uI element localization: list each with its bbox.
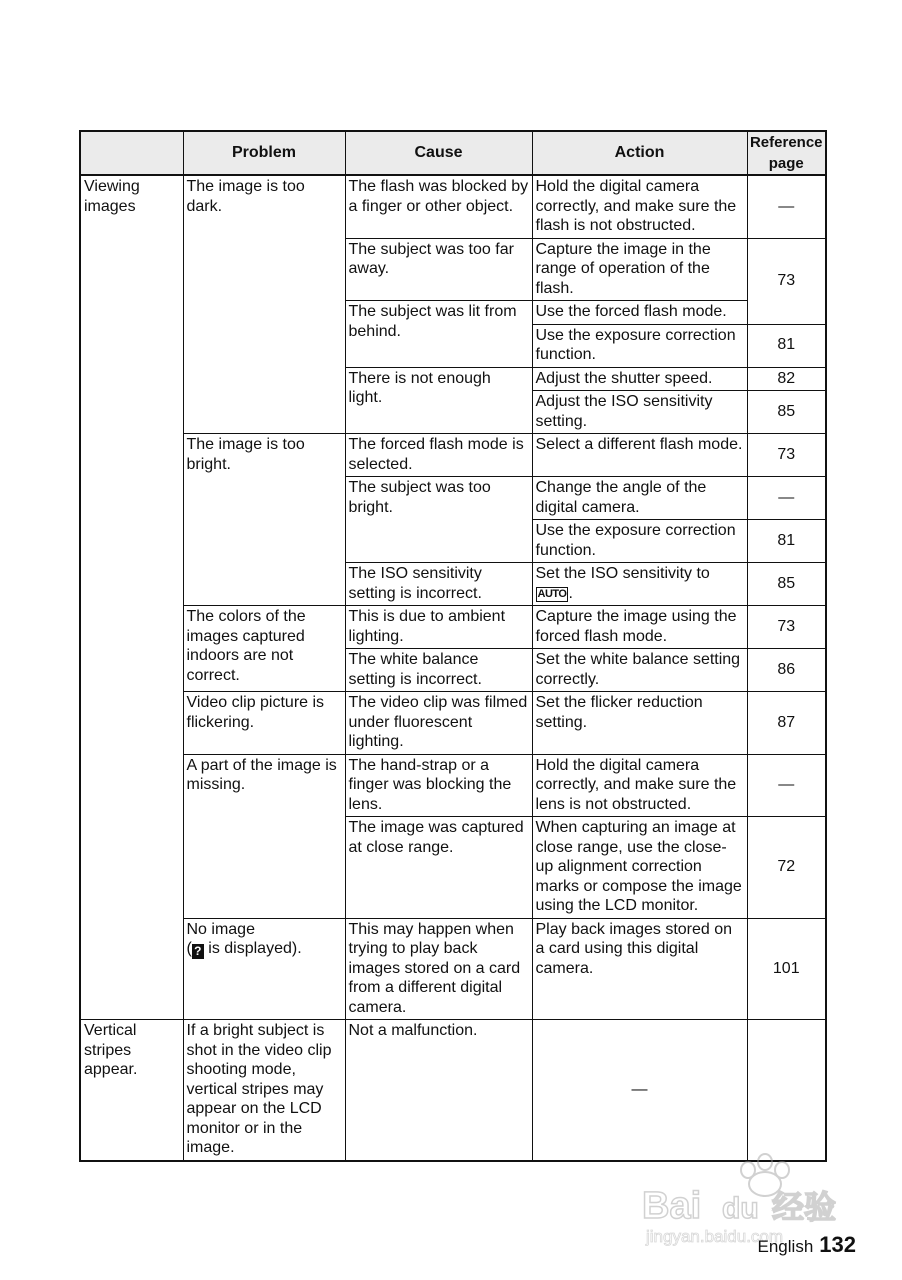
cause-cell: The subject was lit from behind. — [345, 301, 532, 368]
reference-cell: 72 — [747, 817, 826, 919]
problem-cell: The image is too bright. — [183, 434, 345, 606]
table-row — [80, 1020, 826, 1161]
reference-cell: 81 — [747, 520, 826, 563]
footer-page-number: 132 — [819, 1232, 856, 1257]
action-text-suffix: . — [568, 584, 573, 602]
action-cell: Adjust the shutter speed. — [532, 367, 747, 391]
action-cell: Set the flicker reduction setting. — [532, 692, 747, 755]
category-line2: images — [84, 197, 136, 215]
problem-cell — [183, 918, 345, 1020]
watermark-text-du: du — [722, 1192, 759, 1225]
category-line1: Viewing — [84, 178, 140, 195]
reference-cell: — — [747, 754, 826, 817]
problem-cell: The image is too dark. — [183, 175, 345, 434]
cause-cell: The ISO sensitivity setting is incorrect. — [345, 563, 532, 606]
watermark-url: jingyan.baidu.com — [646, 1227, 784, 1246]
action-cell: Use the exposure correction function. — [532, 520, 747, 563]
table-row — [80, 606, 826, 649]
reference-cell: 81 — [747, 324, 826, 367]
reference-cell: 73 — [747, 606, 826, 649]
watermark-text-bai: Bai — [642, 1185, 702, 1227]
page-footer — [758, 1232, 856, 1258]
action-cell: Select a different flash mode. — [532, 434, 747, 477]
reference-cell: 82 — [747, 367, 826, 391]
reference-cell: — — [747, 477, 826, 520]
header-reference-line1: Reference — [749, 134, 823, 151]
action-cell — [532, 563, 747, 606]
table-row — [80, 434, 826, 477]
cause-cell: The video clip was filmed under fluorescent lighting. — [345, 692, 532, 755]
troubleshooting-table — [79, 130, 827, 1162]
auto-icon: AUTO — [537, 587, 567, 600]
header-reference-page — [747, 131, 826, 175]
action-text: Set the ISO sensitivity to — [535, 565, 710, 582]
reference-cell: 101 — [747, 918, 826, 1020]
cause-cell: The forced flash mode is selected. — [345, 434, 532, 477]
action-cell: Play back images stored on a card using this digital camera. — [532, 918, 747, 1020]
footer-language: English — [757, 1237, 814, 1256]
action-cell: Capture the image in the range of operation of the flash. — [532, 238, 747, 301]
watermark-text-jingyan: 经验 — [772, 1188, 837, 1226]
category-cell — [80, 175, 183, 1020]
header-reference-line2: page — [768, 155, 804, 172]
reference-cell: 73 — [747, 434, 826, 477]
reference-cell: — — [747, 175, 826, 238]
problem-cell: A part of the image is missing. — [183, 754, 345, 918]
action-cell: Use the exposure correction function. — [532, 324, 747, 367]
action-cell: Not a malfunction. — [345, 1020, 532, 1161]
action-cell: Adjust the ISO sensitivity setting. — [532, 391, 747, 434]
cause-cell: The white balance setting is incorrect. — [345, 649, 532, 692]
problem-cell: Vertical stripes appear. — [80, 1020, 183, 1161]
problem-cell: Video clip picture is flickering. — [183, 692, 345, 755]
cause-cell: If a bright subject is shot in the video clip shooting mode, vertical stripes may appear on the LCD monitor or in the image. — [183, 1020, 345, 1161]
table-header-row — [80, 131, 826, 175]
cause-cell: This is due to ambient lighting. — [345, 606, 532, 649]
problem-text-open: ( — [186, 940, 192, 957]
reference-cell: 87 — [747, 692, 826, 755]
table-row — [80, 918, 826, 1020]
header-problem: Problem — [183, 131, 345, 175]
action-cell: When capturing an image at close range, use the close-up alignment correction marks or compose the image using the LCD monitor. — [532, 817, 747, 919]
problem-text: No image — [186, 920, 255, 938]
header-cause: Cause — [345, 131, 532, 175]
header-action: Action — [532, 131, 747, 175]
action-cell: Change the angle of the digital camera. — [532, 477, 747, 520]
no-image-icon: ? — [192, 944, 204, 959]
problem-text-rest: is displayed). — [203, 940, 302, 957]
header-category — [80, 131, 183, 175]
cause-cell: The subject was too bright. — [345, 477, 532, 563]
action-cell: Hold the digital camera correctly, and make sure the lens is not obstructed. — [532, 754, 747, 817]
cause-cell: There is not enough light. — [345, 367, 532, 434]
problem-cell: The colors of the images captured indoors are not correct. — [183, 606, 345, 692]
reference-cell: 73 — [747, 238, 826, 324]
cause-cell: This may happen when trying to play back images stored on a card from a different digital camera. — [345, 918, 532, 1020]
action-cell: Capture the image using the forced flash mode. — [532, 606, 747, 649]
action-cell: Use the forced flash mode. — [532, 301, 747, 325]
table-row — [80, 175, 826, 238]
action-cell: Hold the digital camera correctly, and make sure the flash is not obstructed. — [532, 175, 747, 238]
table-row — [80, 754, 826, 817]
cause-cell: The flash was blocked by a finger or other object. — [345, 175, 532, 238]
cause-cell: The hand-strap or a finger was blocking the lens. — [345, 754, 532, 817]
cause-cell: The subject was too far away. — [345, 238, 532, 301]
cause-cell: The image was captured at close range. — [345, 817, 532, 919]
table-row — [80, 692, 826, 755]
reference-cell: — — [532, 1020, 747, 1161]
reference-cell: 85 — [747, 391, 826, 434]
action-cell: Set the white balance setting correctly. — [532, 649, 747, 692]
reference-cell: 85 — [747, 563, 826, 606]
reference-cell: 86 — [747, 649, 826, 692]
